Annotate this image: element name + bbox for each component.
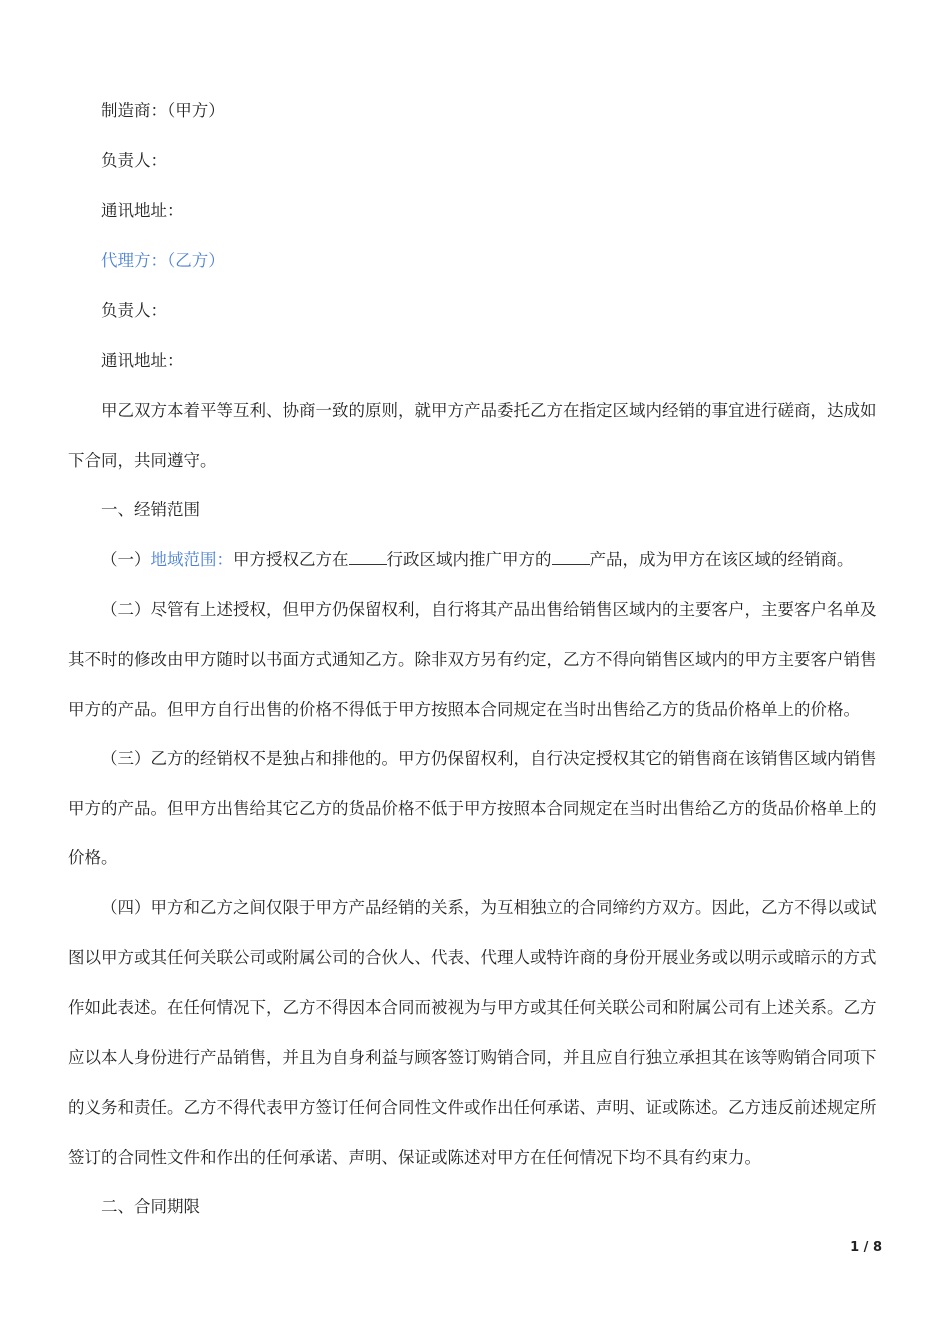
item-4-line: （四）甲方和乙方之间仅限于甲方产品经销的关系，为互相独立的合同缔约方双方。因此，乙方不得以或试 — [101, 898, 877, 917]
manufacturer-responsible-line: 负责人： — [101, 151, 167, 170]
item-1-text-a: 甲方授权乙方在 — [233, 550, 349, 569]
agent-responsible-line: 负责人： — [101, 301, 167, 320]
page-number: 1 / 8 — [850, 1240, 882, 1255]
item-4-line: 的义务和责任。乙方不得代表甲方签订任何合同性文件或作出任何承诺、声明、证或陈述。乙方违反前述规定所 — [68, 1098, 877, 1117]
blank-region — [349, 549, 387, 565]
manufacturer-address-line: 通讯地址： — [101, 201, 184, 220]
region-scope-link[interactable]: 地域范围： — [150, 550, 233, 569]
preamble-line-1: 甲乙双方本着平等互利、协商一致的原则，就甲方产品委托乙方在指定区域内经销的事宜进行磋商，达成如 — [101, 401, 877, 420]
item-3-line: 价格。 — [68, 848, 118, 867]
item-3-line: 甲方的产品。但甲方出售给其它乙方的货品价格不低于甲方按照本合同规定在当时出售给乙方的货品价格单上的 — [68, 799, 877, 818]
item-4-line: 签订的合同性文件和作出的任何承诺、声明、保证或陈述对甲方在任何情况下均不具有约束力。 — [68, 1148, 761, 1167]
manufacturer-line: 制造商：（甲方） — [101, 101, 225, 120]
item-2-line: 甲方的产品。但甲方自行出售的价格不得低于甲方按照本合同规定在当时出售给乙方的货品价格单上的价格。 — [68, 700, 860, 719]
item-2-line: 其不时的修改由甲方随时以书面方式通知乙方。除非双方另有约定，乙方不得向销售区域内的甲方主要客户销售 — [68, 650, 877, 669]
blank-product — [552, 549, 590, 565]
preamble-line-2: 下合同，共同遵守。 — [68, 451, 217, 470]
item-1-text-c: 产品，成为甲方在该区域的经销商。 — [589, 550, 854, 569]
item-3-line: （三）乙方的经销权不是独占和排他的。甲方仍保留权利，自行决定授权其它的销售商在该销售区域内销售 — [101, 749, 877, 768]
item-1-prefix: （一） — [101, 550, 151, 569]
item-4-line: 应以本人身份进行产品销售，并且为自身利益与顾客签订购销合同，并且应自行独立承担其在该等购销合同项下 — [68, 1048, 877, 1067]
agent-line[interactable]: 代理方：（乙方） — [101, 251, 225, 270]
item-4-line: 作如此表述。在任何情况下，乙方不得因本合同而被视为与甲方或其任何关联公司和附属公司有上述关系。乙方 — [68, 998, 877, 1017]
section-2-heading: 二、合同期限 — [101, 1197, 200, 1216]
section-1-heading: 一、经销范围 — [101, 500, 200, 519]
item-4-line: 图以甲方或其任何关联公司或附属公司的合伙人、代表、代理人或特许商的身份开展业务或以明示或暗示的方式 — [68, 948, 877, 967]
item-1-text-b: 行政区域内推广甲方的 — [386, 550, 552, 569]
item-1-paragraph — [101, 548, 854, 572]
item-2-line: （二）尽管有上述授权，但甲方仍保留权利，自行将其产品出售给销售区域内的主要客户，主要客户名单及 — [101, 600, 877, 619]
agent-address-line: 通讯地址： — [101, 351, 184, 370]
